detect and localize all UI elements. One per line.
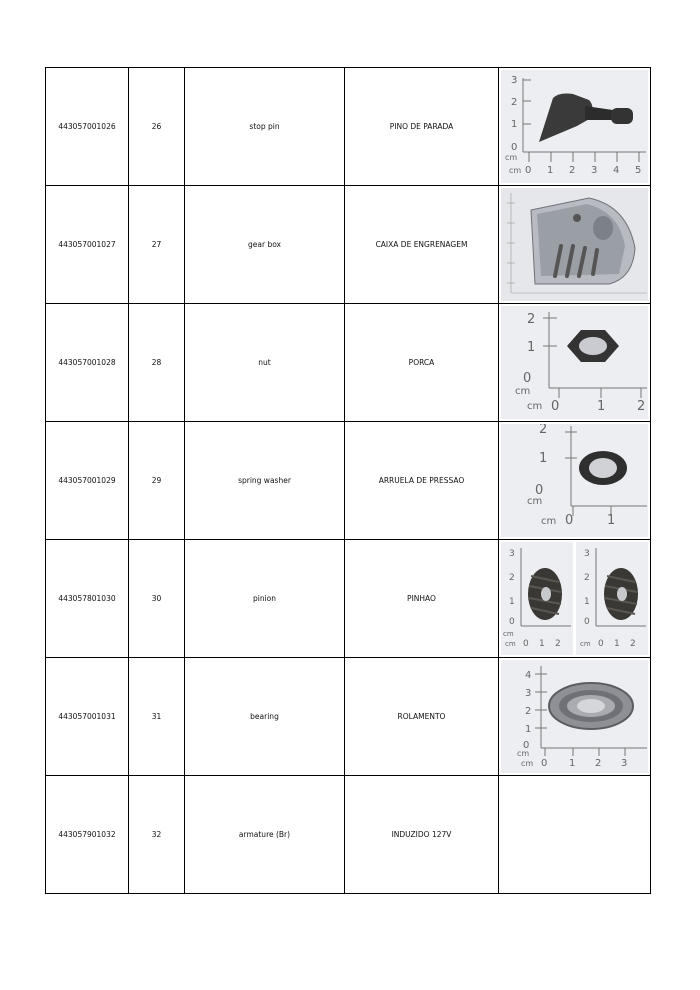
scale-y-label: 1: [511, 119, 518, 130]
scale-x-label: 1: [547, 165, 554, 176]
scale-x-label: 0: [565, 513, 574, 528]
scale-y-label: 1: [525, 724, 532, 735]
scale-unit-label: cm: [521, 759, 534, 768]
scale-y-label: 0: [535, 483, 544, 498]
part-code: 443057901032: [46, 776, 129, 894]
bearing-photo: [501, 660, 648, 773]
table-row: [46, 68, 651, 186]
item-number: 28: [129, 304, 185, 422]
scale-unit-label: cm: [509, 166, 522, 175]
description-en: gear box: [185, 186, 345, 304]
image-cell: [499, 186, 651, 304]
description-pt: PORCA: [345, 304, 499, 422]
part-code: 443057801030: [46, 540, 129, 658]
scale-y-label: 3: [584, 549, 590, 559]
scale-x-label: 1: [597, 399, 606, 414]
scale-x-label: 0: [551, 399, 560, 414]
description-en: bearing: [185, 658, 345, 776]
scale-unit-label: cm: [527, 496, 543, 507]
stop-pin-photo: [501, 70, 648, 183]
scale-x-label: 0: [523, 639, 529, 649]
scale-x-label: 2: [637, 399, 646, 414]
scale-y-label: 1: [584, 597, 590, 607]
scale-y-label: 2: [511, 97, 518, 108]
description-pt: ROLAMENTO: [345, 658, 499, 776]
image-cell: [499, 540, 651, 658]
pinion-photo: [501, 542, 648, 655]
scale-y-label: 0: [523, 740, 530, 751]
nut-photo: [501, 306, 648, 419]
description-en: stop pin: [185, 68, 345, 186]
scale-unit-label: cm: [541, 516, 557, 527]
scale-y-label: 0: [523, 371, 532, 386]
scale-x-label: 0: [598, 639, 604, 649]
scale-y-label: 2: [527, 312, 536, 327]
spring-washer-photo: [501, 424, 648, 537]
description-en: pinion: [185, 540, 345, 658]
description-en: armature (Br): [185, 776, 345, 894]
table-row: [46, 776, 651, 894]
scale-x-label: 2: [555, 639, 561, 649]
scale-unit-label: cm: [580, 640, 591, 648]
scale-y-label: 1: [509, 597, 515, 607]
item-number: 29: [129, 422, 185, 540]
scale-x-label: 1: [607, 513, 616, 528]
image-cell: [499, 658, 651, 776]
part-code: 443057001031: [46, 658, 129, 776]
scale-x-label: 3: [621, 758, 628, 769]
scale-x-label: 0: [525, 165, 532, 176]
description-pt: INDUZIDO 127V: [345, 776, 499, 894]
scale-x-label: 3: [591, 165, 598, 176]
scale-y-label: 1: [527, 340, 536, 355]
description-en: spring washer: [185, 422, 345, 540]
scale-y-label: 3: [525, 688, 532, 699]
scale-y-label: 4: [525, 670, 532, 681]
scale-x-label: 5: [635, 165, 642, 176]
scale-unit-label: cm: [515, 386, 531, 397]
scale-y-label: 0: [584, 617, 590, 627]
image-cell: [499, 422, 651, 540]
item-number: 32: [129, 776, 185, 894]
scale-unit-label: cm: [505, 153, 518, 162]
scale-unit-label: cm: [503, 630, 514, 638]
table-row: [46, 658, 651, 776]
table-row: [46, 540, 651, 658]
image-cell: [499, 68, 651, 186]
scale-x-label: 4: [613, 165, 620, 176]
scale-x-label: 2: [630, 639, 636, 649]
table-row: [46, 422, 651, 540]
scale-x-label: 1: [569, 758, 576, 769]
scale-y-label: 3: [509, 549, 515, 559]
scale-x-label: 1: [539, 639, 545, 649]
part-code: 443057001029: [46, 422, 129, 540]
part-code: 443057001026: [46, 68, 129, 186]
scale-unit-label: cm: [517, 749, 530, 758]
description-pt: PINO DE PARADA: [345, 68, 499, 186]
image-cell: [499, 304, 651, 422]
parts-table: [45, 67, 651, 894]
scale-y-label: 1: [539, 451, 548, 466]
table-row: [46, 304, 651, 422]
item-number: 31: [129, 658, 185, 776]
part-code: 443057001027: [46, 186, 129, 304]
scale-x-label: 2: [595, 758, 602, 769]
description-pt: PINHAO: [345, 540, 499, 658]
item-number: 26: [129, 68, 185, 186]
description-pt: ARRUELA DE PRESSAO: [345, 422, 499, 540]
scale-y-label: 0: [511, 142, 518, 153]
scale-unit-label: cm: [505, 640, 516, 648]
scale-x-label: 2: [569, 165, 576, 176]
part-code: 443057001028: [46, 304, 129, 422]
table-row: [46, 186, 651, 304]
scale-x-label: 1: [614, 639, 620, 649]
scale-x-label: 0: [541, 758, 548, 769]
scale-y-label: 3: [511, 75, 518, 86]
item-number: 27: [129, 186, 185, 304]
scale-unit-label: cm: [527, 401, 543, 412]
item-number: 30: [129, 540, 185, 658]
scale-y-label: 2: [525, 706, 532, 717]
scale-y-label: 2: [509, 573, 515, 583]
description-pt: CAIXA DE ENGRENAGEM: [345, 186, 499, 304]
image-cell-empty: [499, 776, 651, 894]
scale-y-label: 2: [539, 424, 548, 437]
gear-box-photo: [501, 188, 648, 301]
scale-y-label: 0: [509, 617, 515, 627]
scale-y-label: 2: [584, 573, 590, 583]
description-en: nut: [185, 304, 345, 422]
